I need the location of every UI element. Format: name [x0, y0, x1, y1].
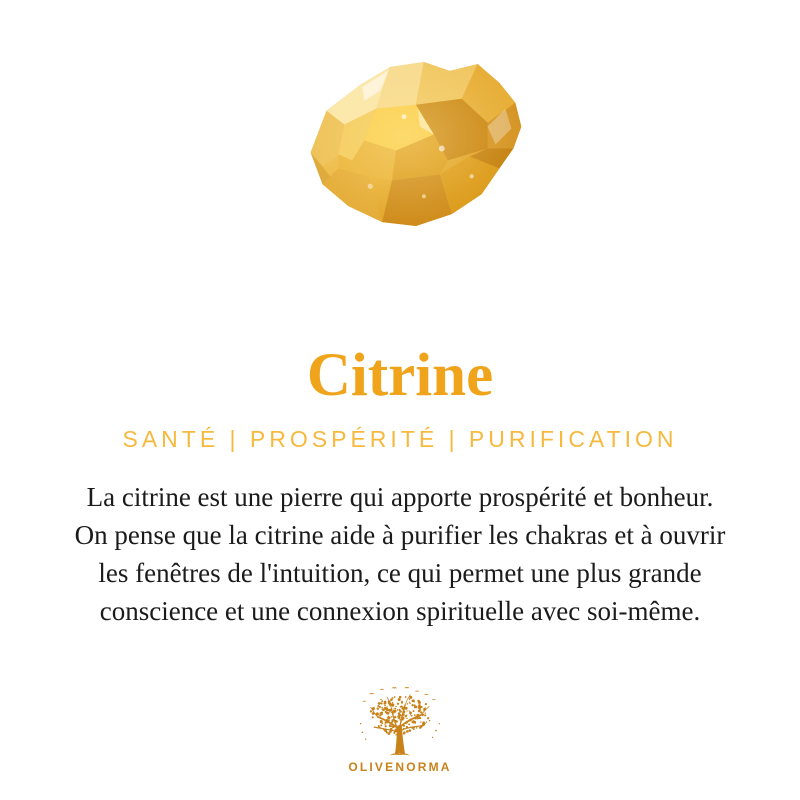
description-line: La citrine est une pierre qui apporte prospérité et bonheur.	[86, 482, 714, 512]
tree-leaves	[370, 696, 430, 736]
brand-name: OLIVENORMA	[348, 760, 452, 774]
description-line: les fenêtres de l'intuition, ce qui permet une plus grande	[98, 558, 702, 588]
description-line: On pense que la citrine aide à purifier les chakras et à ouvrir	[74, 520, 726, 550]
stone-title: Citrine	[306, 342, 494, 409]
description-line: conscience et une connexion spirituelle avec soi-même.	[99, 596, 701, 626]
stone-description	[0, 478, 800, 630]
brand-logo	[0, 686, 800, 774]
citrine-crystal-graphic	[291, 57, 527, 234]
stone-properties: SANTÉ | PROSPÉRITÉ | PURIFICATION	[122, 426, 678, 452]
citrine-crystal-image	[291, 57, 527, 234]
olive-tree-icon	[357, 686, 443, 758]
